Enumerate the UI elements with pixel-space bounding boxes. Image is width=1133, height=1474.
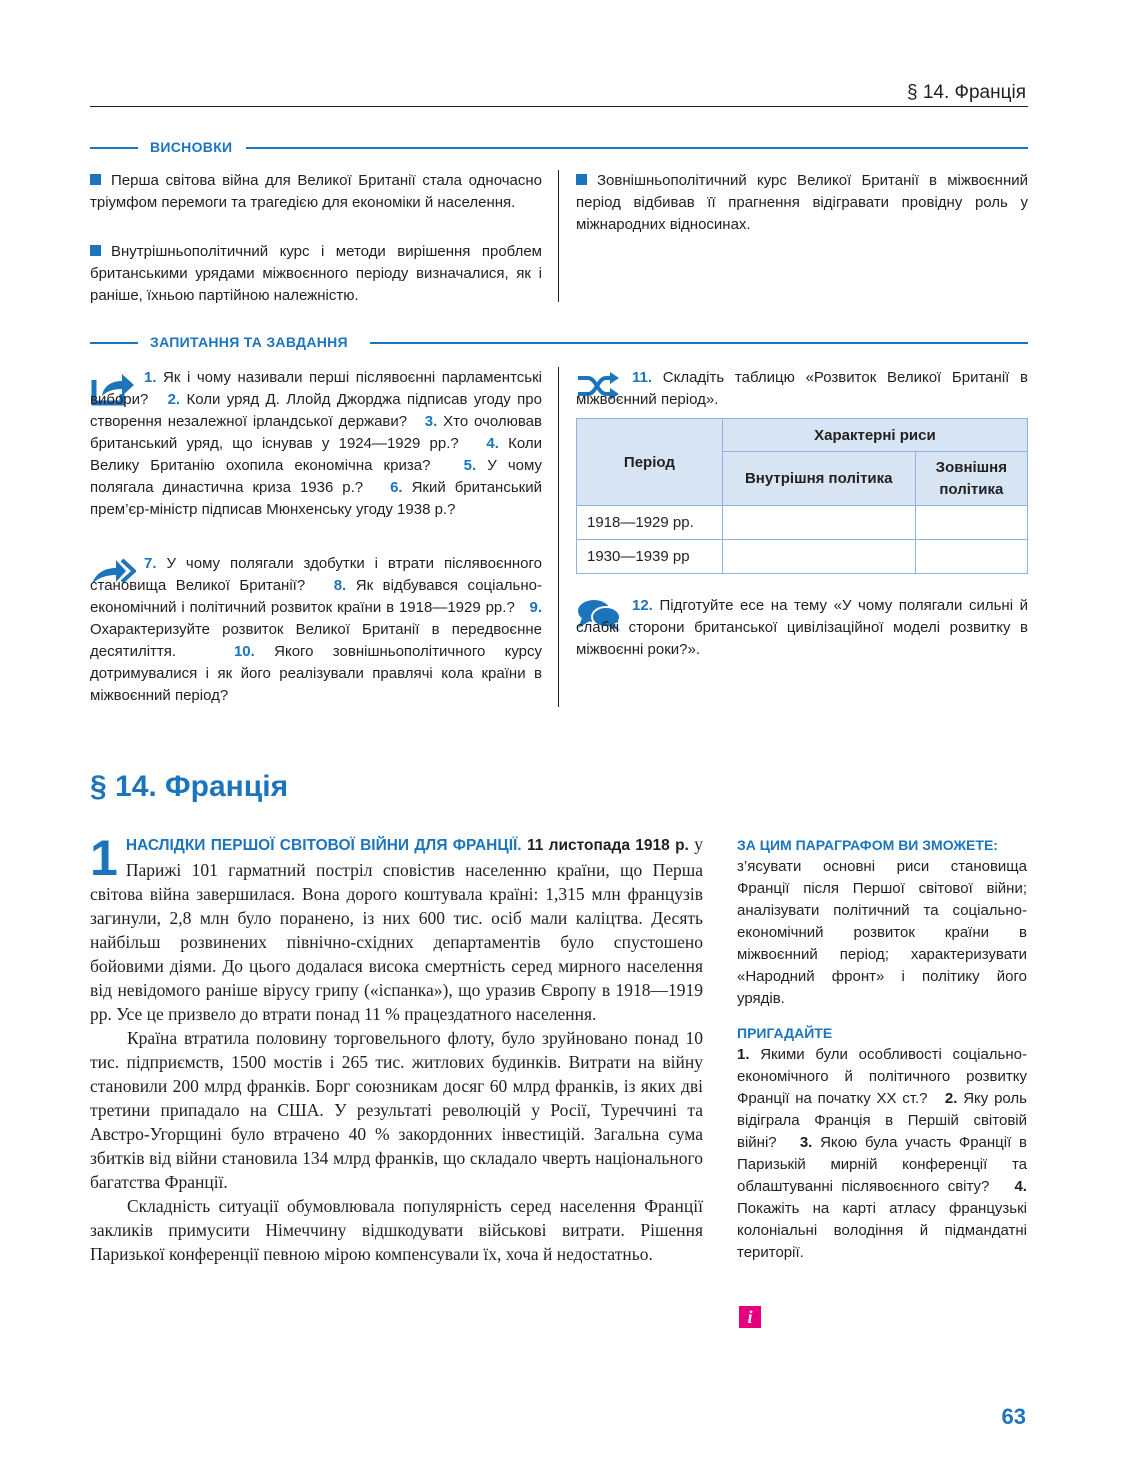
sidebar (737, 834, 1027, 1264)
table-cell-period: 1930—1939 рр (577, 540, 723, 574)
bullet-icon (90, 245, 101, 256)
development-table (576, 418, 1028, 574)
table-cell-empty (722, 540, 915, 574)
questions-block-1: 1. Як і чому називали перші післявоєнні парламентські вибори? 2. Коли уряд Д. Ллойд Джорджа підписав угоду про створення незалежної ірландської держави? 3. Хто очолював британський уряд, що існував у 1924—1929 рр.? 4. Коли Велику Британію охопила економічна криза? 5. У чому полягала династична криза 1936 р.? 6. Який британський прем’єр-міністр підписав Мюнхенську угоду 1938 р.? (90, 369, 542, 518)
questions-title: ЗАПИТАННЯ ТА ЗАВДАННЯ (150, 334, 348, 350)
table-header-period: Період (577, 419, 723, 506)
page-number: 63 (1001, 1404, 1026, 1429)
conclusions-title: ВИСНОВКИ (150, 139, 233, 155)
column-divider (558, 170, 559, 302)
bullet-icon (90, 174, 101, 185)
conclusion-item: Внутрішньополітичний курс і методи вирішення проблем британськими урядами міжвоєнного періоду визначалися, як і раніше, їхньою партійною належністю. (90, 243, 542, 304)
table-row (577, 506, 1028, 540)
table-cell-period: 1918—1929 рр. (577, 506, 723, 540)
conclusion-item: Перша світова війна для Великої Британії стала одночасно тріумфом перемоги та трагедією для економіки й населення. (90, 172, 542, 211)
task-12: 12. Підготуйте есе на тему «У чому полягали сильні й слабкі сторони британської цивілізаційної моделі розвитку в міжвоєнні роки?». (576, 597, 1029, 658)
recall-title: ПРИГАДАЙТЕ (737, 1025, 833, 1041)
chapter-title: § 14. Франція (90, 770, 289, 803)
questions-block-2: 7. У чому полягали здобутки і втрати післявоєнного становища Великої Британії? 8. Як відбувався соціально-економічний і політичний розвиток країни в 1918—1929 рр.? 9. Охарактеризуйте розвиток Великої Британії в передвоєнне десятиліття. 10. Якого зовнішньополітичного курсу дотримувалися і як його реалізували правлячі кола країни в міжвоєнний період? (90, 555, 542, 704)
main-text (90, 832, 703, 1266)
table-header-internal: Внутрішня політика (722, 452, 915, 506)
running-title: § 14. Франція (906, 82, 1026, 103)
conclusions-header (90, 140, 1028, 154)
table-header-external: Зовнішня політика (915, 452, 1027, 506)
goals-text: з’ясувати основні риси становища Франції після Першої світової війни; аналізувати політичний та соціально-економічний розвиток країни в міжвоєнний період; характеризувати «Народний фронт» і політику його урядів. (737, 858, 1027, 1007)
recall-questions: 1. Якими були особливості соціально-економічного й політичного розвитку Франції на початку ХХ ст.? 2. Яку роль відіграла Франція в Першій світовій війні? 3. Якою була участь Франції в Паризькій мирній конференції та облаштуванні післявоєнного світу? 4. Покажіть на карті атласу французькі колоніальні володіння й підмандатні території. (737, 1046, 1027, 1261)
questions-header (90, 335, 1028, 349)
column-divider (558, 367, 559, 707)
info-icon: i (739, 1306, 761, 1328)
bullet-icon (576, 174, 587, 185)
conclusion-item: Зовнішньополітичний курс Великої Британії в міжвоєнний період відбивав її прагнення відігравати провідну роль у міжнародних відносинах. (576, 172, 1028, 233)
table-cell-empty (915, 506, 1027, 540)
paragraph: Країна втратила половину торговельного флоту, було зруйновано понад 10 тис. підприємств, 1500 мостів і 265 тис. житлових будинків. Витрати на війну становили 200 млрд франків. Борг союзникам досяг 60 млрд франків, із яких дві третини припадало на США. У результаті революцій у Росії, Туреччині та Австро-Угорщині було втрачено 40 % закордонних інвестицій. Загальна сума збитків від війни становила 134 млрд франків, що складало чверть національного багатства Франції. (90, 1028, 703, 1192)
paragraph: Складність ситуації обумовлювала популярність серед населення Франції закликів примусити Німеччину відшкодувати військові витрати. Рішення Паризької конференції певною мірою компенсували їх, хоча й недостатньо. (90, 1196, 703, 1264)
goals-title: ЗА ЦИМ ПАРАГРАФОМ ВИ ЗМОЖЕТЕ: (737, 837, 998, 853)
table-row (577, 540, 1028, 574)
task-11: 11. Складіть таблицю «Розвиток Великої Британії в міжвоєнний період». (576, 369, 1029, 408)
table-header-features: Характерні риси (722, 419, 1027, 452)
section-heading: НАСЛІДКИ ПЕРШОЇ СВІТОВОЇ ВІЙНИ ДЛЯ ФРАНЦІЇ. (125, 837, 522, 854)
paragraph: у Парижі 101 гарматний постріл сповістив населенню країни, що Перша світова війна завершилася. Вона дорого коштувала країні: 1,315 млн французів загинули, 2,8 млн було поранено, із них 600 тис. осіб мали каліцтва. Десять найбільш розвинених північно-східних департаментів було спустошено бойовими діями. До цього додалася висока смертність серед мирного населення від невідомого раніше вірусу грипу («іспанка»), що уразив Європу в 1918—1919 рр. Усе це призвело до втрати понад 11 % працездатного населення. (90, 834, 703, 1024)
table-cell-empty (915, 540, 1027, 574)
table-cell-empty (722, 506, 915, 540)
header-rule (90, 106, 1028, 107)
section-date: 11 листопада 1918 р. (526, 837, 689, 854)
section-number: 1 (90, 830, 118, 886)
